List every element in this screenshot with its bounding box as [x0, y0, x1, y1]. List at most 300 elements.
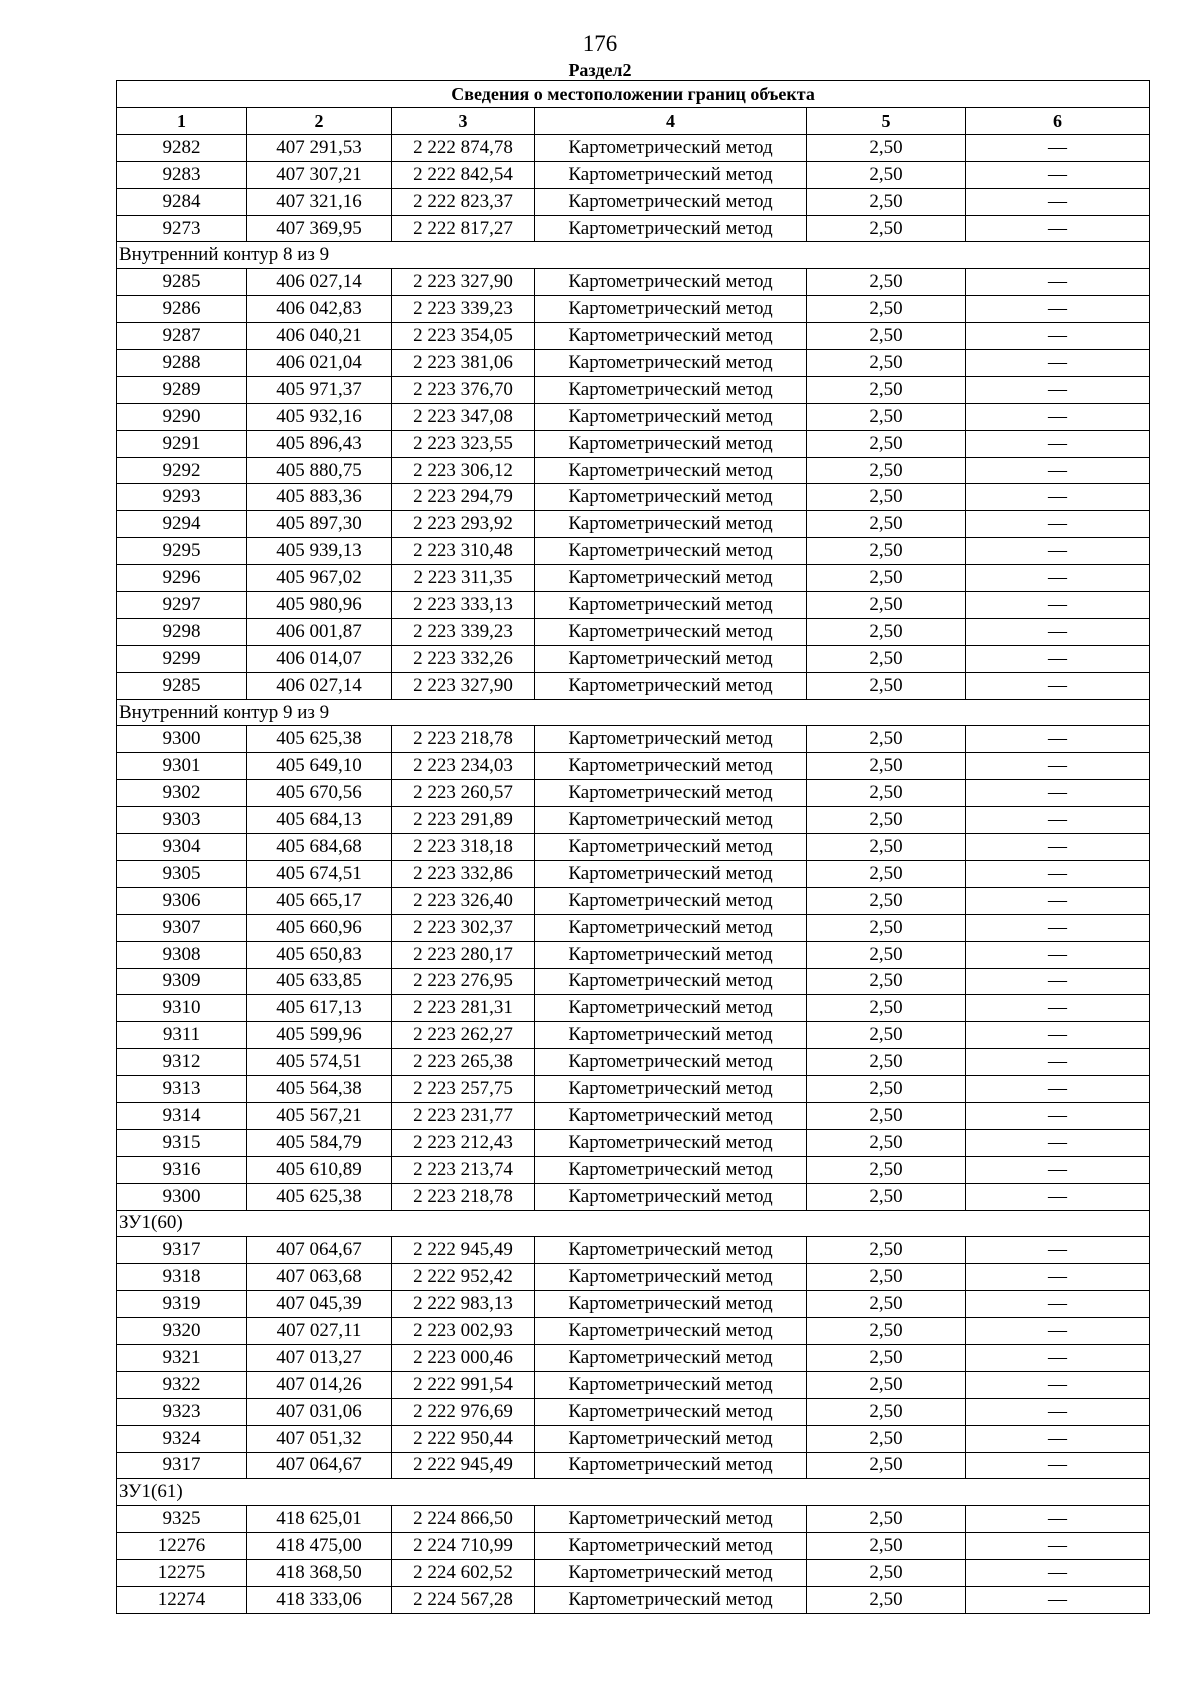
point-number-cell: 9302 — [117, 780, 247, 807]
point-number-cell: 9300 — [117, 726, 247, 753]
method-cell: Картометрический метод — [535, 1129, 807, 1156]
table-row — [117, 753, 1150, 780]
coordinate-x-cell: 405 625,38 — [247, 1183, 392, 1210]
coordinate-x-cell: 406 027,14 — [247, 672, 392, 699]
method-cell: Картометрический метод — [535, 1264, 807, 1291]
accuracy-cell: 2,50 — [807, 376, 966, 403]
note-cell: — — [966, 484, 1150, 511]
note-cell: — — [966, 1398, 1150, 1425]
point-number-cell: 9287 — [117, 323, 247, 350]
accuracy-cell: 2,50 — [807, 1264, 966, 1291]
method-cell: Картометрический метод — [535, 1102, 807, 1129]
accuracy-cell: 2,50 — [807, 134, 966, 161]
method-cell: Картометрический метод — [535, 134, 807, 161]
coordinate-x-cell: 405 980,96 — [247, 592, 392, 619]
table-row — [117, 1318, 1150, 1345]
column-header: 4 — [535, 108, 807, 135]
accuracy-cell: 2,50 — [807, 645, 966, 672]
note-cell: — — [966, 618, 1150, 645]
method-cell: Картометрический метод — [535, 1533, 807, 1560]
coordinate-y-cell: 2 222 945,49 — [392, 1237, 535, 1264]
method-cell: Картометрический метод — [535, 968, 807, 995]
method-cell: Картометрический метод — [535, 1344, 807, 1371]
table-row — [117, 323, 1150, 350]
point-number-cell: 9285 — [117, 269, 247, 296]
coordinate-y-cell: 2 222 874,78 — [392, 134, 535, 161]
table-row — [117, 995, 1150, 1022]
coordinate-y-cell: 2 223 262,27 — [392, 1022, 535, 1049]
table-row — [117, 188, 1150, 215]
accuracy-cell: 2,50 — [807, 1156, 966, 1183]
coordinate-y-cell: 2 223 257,75 — [392, 1076, 535, 1103]
coordinate-y-cell: 2 223 302,37 — [392, 914, 535, 941]
accuracy-cell: 2,50 — [807, 161, 966, 188]
accuracy-cell: 2,50 — [807, 726, 966, 753]
table-row — [117, 350, 1150, 377]
method-cell: Картометрический метод — [535, 1506, 807, 1533]
method-cell: Картометрический метод — [535, 484, 807, 511]
coordinate-y-cell: 2 222 817,27 — [392, 215, 535, 242]
accuracy-cell: 2,50 — [807, 403, 966, 430]
table-row — [117, 215, 1150, 242]
coordinate-x-cell: 405 897,30 — [247, 511, 392, 538]
note-cell: — — [966, 1533, 1150, 1560]
accuracy-cell: 2,50 — [807, 995, 966, 1022]
point-number-cell: 9321 — [117, 1344, 247, 1371]
method-cell: Картометрический метод — [535, 1291, 807, 1318]
group-row — [117, 699, 1150, 726]
coordinate-y-cell: 2 223 234,03 — [392, 753, 535, 780]
coordinate-x-cell: 405 883,36 — [247, 484, 392, 511]
note-cell: — — [966, 350, 1150, 377]
coordinate-y-cell: 2 224 710,99 — [392, 1533, 535, 1560]
table-row — [117, 484, 1150, 511]
coordinate-x-cell: 405 971,37 — [247, 376, 392, 403]
note-cell: — — [966, 1425, 1150, 1452]
point-number-cell: 9318 — [117, 1264, 247, 1291]
coordinate-x-cell: 405 932,16 — [247, 403, 392, 430]
point-number-cell: 9294 — [117, 511, 247, 538]
method-cell: Картометрический метод — [535, 188, 807, 215]
coordinate-x-cell: 407 321,16 — [247, 188, 392, 215]
coordinate-x-cell: 406 040,21 — [247, 323, 392, 350]
coordinate-x-cell: 406 042,83 — [247, 296, 392, 323]
method-cell: Картометрический метод — [535, 376, 807, 403]
coordinate-y-cell: 2 223 293,92 — [392, 511, 535, 538]
accuracy-cell: 2,50 — [807, 1425, 966, 1452]
coordinate-x-cell: 407 045,39 — [247, 1291, 392, 1318]
accuracy-cell: 2,50 — [807, 1183, 966, 1210]
table-row — [117, 1506, 1150, 1533]
coordinate-y-cell: 2 222 983,13 — [392, 1291, 535, 1318]
table-row — [117, 296, 1150, 323]
accuracy-cell: 2,50 — [807, 1344, 966, 1371]
table-row — [117, 1102, 1150, 1129]
table-row — [117, 914, 1150, 941]
coordinate-y-cell: 2 223 381,06 — [392, 350, 535, 377]
method-cell: Картометрический метод — [535, 914, 807, 941]
note-cell: — — [966, 1344, 1150, 1371]
group-label: Внутренний контур 8 из 9 — [117, 242, 1150, 269]
table-row — [117, 592, 1150, 619]
note-cell: — — [966, 430, 1150, 457]
accuracy-cell: 2,50 — [807, 457, 966, 484]
point-number-cell: 9306 — [117, 887, 247, 914]
accuracy-cell: 2,50 — [807, 672, 966, 699]
note-cell: — — [966, 860, 1150, 887]
method-cell: Картометрический метод — [535, 618, 807, 645]
method-cell: Картометрический метод — [535, 1586, 807, 1613]
group-row — [117, 1210, 1150, 1237]
point-number-cell: 9293 — [117, 484, 247, 511]
coordinate-y-cell: 2 222 976,69 — [392, 1398, 535, 1425]
point-number-cell: 9295 — [117, 538, 247, 565]
point-number-cell: 9284 — [117, 188, 247, 215]
coordinate-y-cell: 2 223 354,05 — [392, 323, 535, 350]
accuracy-cell: 2,50 — [807, 807, 966, 834]
point-number-cell: 12274 — [117, 1586, 247, 1613]
coordinate-y-cell: 2 222 945,49 — [392, 1452, 535, 1479]
accuracy-cell: 2,50 — [807, 511, 966, 538]
note-cell: — — [966, 1452, 1150, 1479]
coordinate-y-cell: 2 223 376,70 — [392, 376, 535, 403]
method-cell: Картометрический метод — [535, 1371, 807, 1398]
point-number-cell: 9289 — [117, 376, 247, 403]
accuracy-cell: 2,50 — [807, 592, 966, 619]
coordinate-y-cell: 2 224 602,52 — [392, 1560, 535, 1587]
coordinate-x-cell: 405 896,43 — [247, 430, 392, 457]
table-row — [117, 269, 1150, 296]
note-cell: — — [966, 1156, 1150, 1183]
note-cell: — — [966, 807, 1150, 834]
coordinate-y-cell: 2 223 306,12 — [392, 457, 535, 484]
method-cell: Картометрический метод — [535, 511, 807, 538]
table-row — [117, 457, 1150, 484]
method-cell: Картометрический метод — [535, 323, 807, 350]
coordinate-x-cell: 405 649,10 — [247, 753, 392, 780]
note-cell: — — [966, 672, 1150, 699]
group-row — [117, 1479, 1150, 1506]
point-number-cell: 12276 — [117, 1533, 247, 1560]
coordinate-y-cell: 2 224 567,28 — [392, 1586, 535, 1613]
coordinate-y-cell: 2 222 991,54 — [392, 1371, 535, 1398]
note-cell: — — [966, 1129, 1150, 1156]
table-title: Сведения о местоположении границ объекта — [117, 81, 1150, 108]
method-cell: Картометрический метод — [535, 780, 807, 807]
column-header: 1 — [117, 108, 247, 135]
coordinate-y-cell: 2 223 002,93 — [392, 1318, 535, 1345]
method-cell: Картометрический метод — [535, 215, 807, 242]
note-cell: — — [966, 1049, 1150, 1076]
coordinate-y-cell: 2 223 213,74 — [392, 1156, 535, 1183]
table-row — [117, 1076, 1150, 1103]
accuracy-cell: 2,50 — [807, 1076, 966, 1103]
method-cell: Картометрический метод — [535, 161, 807, 188]
table-row — [117, 1398, 1150, 1425]
note-cell: — — [966, 1022, 1150, 1049]
accuracy-cell: 2,50 — [807, 968, 966, 995]
note-cell: — — [966, 726, 1150, 753]
group-label: ЗУ1(61) — [117, 1479, 1150, 1506]
note-cell: — — [966, 834, 1150, 861]
point-number-cell: 9309 — [117, 968, 247, 995]
point-number-cell: 9297 — [117, 592, 247, 619]
coordinate-x-cell: 405 633,85 — [247, 968, 392, 995]
coordinate-x-cell: 405 684,68 — [247, 834, 392, 861]
method-cell: Картометрический метод — [535, 565, 807, 592]
note-cell: — — [966, 645, 1150, 672]
note-cell: — — [966, 914, 1150, 941]
table-row — [117, 860, 1150, 887]
accuracy-cell: 2,50 — [807, 323, 966, 350]
coordinate-x-cell: 418 333,06 — [247, 1586, 392, 1613]
coordinate-x-cell: 405 674,51 — [247, 860, 392, 887]
method-cell: Картометрический метод — [535, 645, 807, 672]
point-number-cell: 9283 — [117, 161, 247, 188]
table-header-row — [117, 108, 1150, 135]
method-cell: Картометрический метод — [535, 834, 807, 861]
coordinate-x-cell: 406 014,07 — [247, 645, 392, 672]
point-number-cell: 9320 — [117, 1318, 247, 1345]
method-cell: Картометрический метод — [535, 941, 807, 968]
table-row — [117, 1156, 1150, 1183]
method-cell: Картометрический метод — [535, 592, 807, 619]
note-cell: — — [966, 457, 1150, 484]
point-number-cell: 9300 — [117, 1183, 247, 1210]
coordinate-x-cell: 406 027,14 — [247, 269, 392, 296]
point-number-cell: 9319 — [117, 1291, 247, 1318]
point-number-cell: 9304 — [117, 834, 247, 861]
table-title-row — [117, 81, 1150, 108]
method-cell: Картометрический метод — [535, 1183, 807, 1210]
table-row — [117, 968, 1150, 995]
column-header: 5 — [807, 108, 966, 135]
note-cell: — — [966, 995, 1150, 1022]
table-row — [117, 1237, 1150, 1264]
accuracy-cell: 2,50 — [807, 1237, 966, 1264]
table-row — [117, 1183, 1150, 1210]
accuracy-cell: 2,50 — [807, 484, 966, 511]
table-row — [117, 672, 1150, 699]
method-cell: Картометрический метод — [535, 1318, 807, 1345]
coordinate-x-cell: 405 617,13 — [247, 995, 392, 1022]
coordinate-x-cell: 407 013,27 — [247, 1344, 392, 1371]
coordinate-x-cell: 407 014,26 — [247, 1371, 392, 1398]
coordinate-y-cell: 2 223 318,18 — [392, 834, 535, 861]
coordinate-x-cell: 407 027,11 — [247, 1318, 392, 1345]
coordinate-x-cell: 407 291,53 — [247, 134, 392, 161]
coordinate-x-cell: 405 967,02 — [247, 565, 392, 592]
method-cell: Картометрический метод — [535, 726, 807, 753]
coordinate-x-cell: 405 665,17 — [247, 887, 392, 914]
point-number-cell: 9317 — [117, 1452, 247, 1479]
table-row — [117, 941, 1150, 968]
coordinate-x-cell: 418 625,01 — [247, 1506, 392, 1533]
accuracy-cell: 2,50 — [807, 914, 966, 941]
point-number-cell: 9286 — [117, 296, 247, 323]
point-number-cell: 9323 — [117, 1398, 247, 1425]
accuracy-cell: 2,50 — [807, 1560, 966, 1587]
note-cell: — — [966, 269, 1150, 296]
coordinate-x-cell: 405 660,96 — [247, 914, 392, 941]
method-cell: Картометрический метод — [535, 1452, 807, 1479]
coordinate-x-cell: 405 564,38 — [247, 1076, 392, 1103]
coordinate-y-cell: 2 223 339,23 — [392, 618, 535, 645]
note-cell: — — [966, 1586, 1150, 1613]
table-row — [117, 1344, 1150, 1371]
table-row — [117, 780, 1150, 807]
note-cell: — — [966, 1102, 1150, 1129]
coordinate-x-cell: 407 051,32 — [247, 1425, 392, 1452]
table-body — [117, 81, 1150, 1614]
point-number-cell: 9325 — [117, 1506, 247, 1533]
table-row — [117, 161, 1150, 188]
accuracy-cell: 2,50 — [807, 1371, 966, 1398]
note-cell: — — [966, 1560, 1150, 1587]
point-number-cell: 9307 — [117, 914, 247, 941]
table-row — [117, 618, 1150, 645]
coordinate-y-cell: 2 222 823,37 — [392, 188, 535, 215]
accuracy-cell: 2,50 — [807, 860, 966, 887]
page-number: 176 — [582, 31, 618, 56]
point-number-cell: 9316 — [117, 1156, 247, 1183]
table-row — [117, 403, 1150, 430]
accuracy-cell: 2,50 — [807, 1398, 966, 1425]
coordinate-x-cell: 405 684,13 — [247, 807, 392, 834]
note-cell: — — [966, 1237, 1150, 1264]
accuracy-cell: 2,50 — [807, 618, 966, 645]
accuracy-cell: 2,50 — [807, 753, 966, 780]
table-row — [117, 1129, 1150, 1156]
method-cell: Картометрический метод — [535, 1237, 807, 1264]
accuracy-cell: 2,50 — [807, 887, 966, 914]
method-cell: Картометрический метод — [535, 887, 807, 914]
note-cell: — — [966, 1506, 1150, 1533]
column-header: 2 — [247, 108, 392, 135]
accuracy-cell: 2,50 — [807, 1022, 966, 1049]
group-row — [117, 242, 1150, 269]
method-cell: Картометрический метод — [535, 1398, 807, 1425]
point-number-cell: 9292 — [117, 457, 247, 484]
table-row — [117, 1560, 1150, 1587]
coordinate-y-cell: 2 223 000,46 — [392, 1344, 535, 1371]
coordinate-y-cell: 2 223 339,23 — [392, 296, 535, 323]
method-cell: Картометрический метод — [535, 296, 807, 323]
coordinate-y-cell: 2 222 952,42 — [392, 1264, 535, 1291]
coordinate-y-cell: 2 223 326,40 — [392, 887, 535, 914]
coordinate-y-cell: 2 223 347,08 — [392, 403, 535, 430]
table-row — [117, 1533, 1150, 1560]
point-number-cell: 9301 — [117, 753, 247, 780]
table-row — [117, 1291, 1150, 1318]
accuracy-cell: 2,50 — [807, 296, 966, 323]
method-cell: Картометрический метод — [535, 1076, 807, 1103]
coordinate-x-cell: 407 369,95 — [247, 215, 392, 242]
method-cell: Картометрический метод — [535, 807, 807, 834]
coordinate-y-cell: 2 224 866,50 — [392, 1506, 535, 1533]
point-number-cell: 9314 — [117, 1102, 247, 1129]
section-label: Раздел2 — [568, 60, 632, 80]
coordinate-y-cell: 2 223 276,95 — [392, 968, 535, 995]
point-number-cell: 9313 — [117, 1076, 247, 1103]
note-cell: — — [966, 376, 1150, 403]
coordinate-y-cell: 2 223 265,38 — [392, 1049, 535, 1076]
table-row — [117, 1371, 1150, 1398]
coordinate-y-cell: 2 222 950,44 — [392, 1425, 535, 1452]
group-label: ЗУ1(60) — [117, 1210, 1150, 1237]
method-cell: Картометрический метод — [535, 457, 807, 484]
table-row — [117, 1452, 1150, 1479]
coordinate-x-cell: 405 650,83 — [247, 941, 392, 968]
coordinate-y-cell: 2 223 294,79 — [392, 484, 535, 511]
note-cell: — — [966, 134, 1150, 161]
coordinate-y-cell: 2 223 291,89 — [392, 807, 535, 834]
note-cell: — — [966, 1291, 1150, 1318]
table-row — [117, 834, 1150, 861]
coordinate-y-cell: 2 223 333,13 — [392, 592, 535, 619]
method-cell: Картометрический метод — [535, 1425, 807, 1452]
coordinate-x-cell: 405 625,38 — [247, 726, 392, 753]
accuracy-cell: 2,50 — [807, 780, 966, 807]
table-row — [117, 430, 1150, 457]
method-cell: Картометрический метод — [535, 350, 807, 377]
table-row — [117, 807, 1150, 834]
method-cell: Картометрический метод — [535, 860, 807, 887]
point-number-cell: 9285 — [117, 672, 247, 699]
coordinate-x-cell: 405 567,21 — [247, 1102, 392, 1129]
method-cell: Картометрический метод — [535, 1560, 807, 1587]
note-cell: — — [966, 968, 1150, 995]
accuracy-cell: 2,50 — [807, 1102, 966, 1129]
note-cell: — — [966, 1318, 1150, 1345]
method-cell: Картометрический метод — [535, 753, 807, 780]
method-cell: Картометрический метод — [535, 1049, 807, 1076]
coordinate-x-cell: 418 368,50 — [247, 1560, 392, 1587]
method-cell: Картометрический метод — [535, 995, 807, 1022]
accuracy-cell: 2,50 — [807, 215, 966, 242]
coordinate-y-cell: 2 223 231,77 — [392, 1102, 535, 1129]
column-header: 3 — [392, 108, 535, 135]
coordinate-x-cell: 407 307,21 — [247, 161, 392, 188]
note-cell: — — [966, 323, 1150, 350]
accuracy-cell: 2,50 — [807, 1452, 966, 1479]
method-cell: Картометрический метод — [535, 1156, 807, 1183]
coordinate-x-cell: 405 610,89 — [247, 1156, 392, 1183]
coordinate-y-cell: 2 223 218,78 — [392, 726, 535, 753]
point-number-cell: 9303 — [117, 807, 247, 834]
note-cell: — — [966, 1371, 1150, 1398]
coordinate-y-cell: 2 223 327,90 — [392, 672, 535, 699]
coordinate-x-cell: 418 475,00 — [247, 1533, 392, 1560]
accuracy-cell: 2,50 — [807, 1291, 966, 1318]
coordinate-y-cell: 2 223 332,26 — [392, 645, 535, 672]
coordinate-y-cell: 2 223 218,78 — [392, 1183, 535, 1210]
accuracy-cell: 2,50 — [807, 188, 966, 215]
table-row — [117, 1425, 1150, 1452]
accuracy-cell: 2,50 — [807, 1129, 966, 1156]
boundary-table — [116, 80, 1150, 1614]
accuracy-cell: 2,50 — [807, 1318, 966, 1345]
point-number-cell: 9305 — [117, 860, 247, 887]
table-row — [117, 1264, 1150, 1291]
point-number-cell: 9273 — [117, 215, 247, 242]
point-number-cell: 9282 — [117, 134, 247, 161]
table-row — [117, 565, 1150, 592]
accuracy-cell: 2,50 — [807, 834, 966, 861]
column-header: 6 — [966, 108, 1150, 135]
coordinate-x-cell: 407 031,06 — [247, 1398, 392, 1425]
table-row — [117, 511, 1150, 538]
